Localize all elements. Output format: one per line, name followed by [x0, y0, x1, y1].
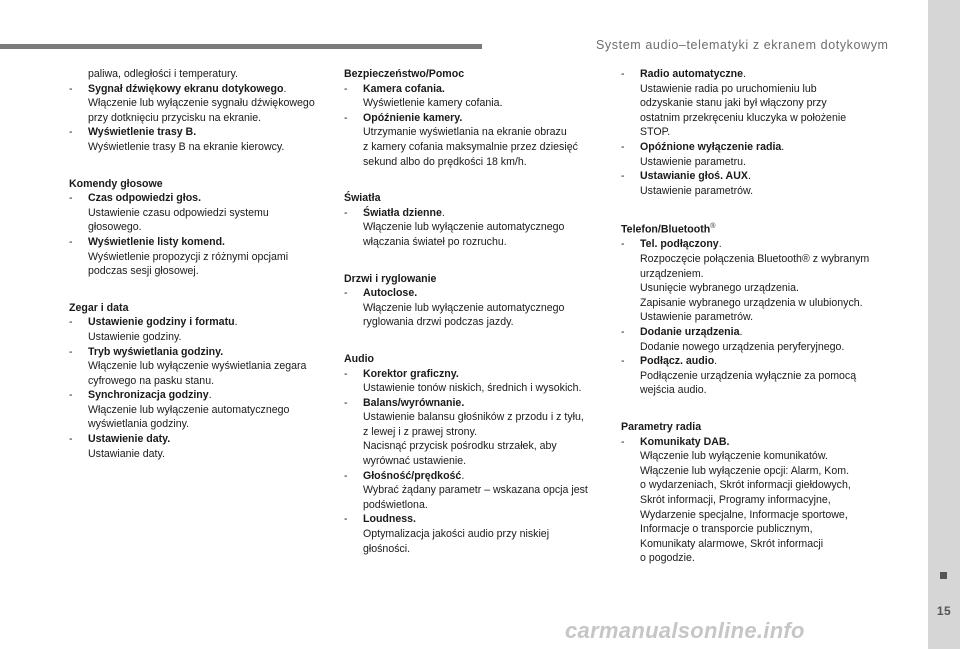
menu-option	[344, 396, 606, 469]
bullet-dash: -	[344, 111, 348, 124]
option-title: Korektor graficzny.	[363, 367, 459, 380]
option-heading	[363, 367, 606, 382]
option-heading	[88, 345, 324, 360]
option-heading	[363, 206, 606, 221]
option-heading	[88, 235, 324, 250]
option-description-line: Optymalizacja jakości audio przy niskiej	[363, 528, 550, 541]
option-heading	[640, 67, 891, 82]
section-heading	[344, 352, 606, 367]
section-title: Światła	[344, 192, 381, 205]
menu-option	[621, 435, 891, 566]
option-description-line: Ustawienie parametrów.	[640, 184, 754, 197]
bullet-dash: -	[69, 433, 73, 446]
menu-option	[621, 169, 891, 198]
page-number: 15	[936, 604, 952, 618]
option-description-line: Włączenie lub wyłączenie automatycznego	[363, 221, 565, 234]
option-description-line: odzyskanie stanu jaki był włączony przy	[640, 97, 827, 110]
option-title: Wyświetlenie trasy B.	[88, 126, 197, 139]
option-title: Kamera cofania.	[363, 82, 445, 95]
menu-option	[621, 140, 891, 169]
menu-option	[69, 191, 324, 235]
option-description-line: wyrównać ustawienie.	[363, 455, 467, 468]
option-description-line: cyfrowego na pasku stanu.	[88, 374, 215, 387]
menu-option	[69, 125, 324, 154]
option-description-line: z kamery cofania maksymalnie przez dziesięć	[363, 140, 578, 153]
option-heading	[363, 396, 606, 411]
section-heading	[69, 177, 324, 192]
bullet-dash: -	[69, 192, 73, 205]
option-description-line: Ustawienie radia po uruchomieniu lub	[640, 82, 817, 95]
option-title: Autoclose.	[363, 287, 418, 300]
option-description-line: Ustawienie tonów niskich, średnich i wysokich.	[363, 382, 582, 395]
menu-option	[69, 388, 324, 432]
option-heading	[88, 315, 324, 330]
option-suffix: .	[461, 469, 465, 482]
menu-option	[621, 67, 891, 140]
option-description-line: Rozpoczęcie połączenia Bluetooth® z wybranym	[640, 253, 870, 266]
section-title: Drzwi i ryglowanie	[344, 272, 437, 285]
section-marker-square	[940, 572, 947, 579]
continuation-line: paliwa, odległości i temperatury.	[88, 68, 238, 80]
option-description-line: sekund albo do prędkości 18 km/h.	[363, 155, 527, 168]
bullet-dash: -	[621, 140, 625, 153]
option-description-line: Wyświetlenie kamery cofania.	[363, 97, 503, 110]
option-description-line: Wydarzenie specjalne, Informacje sportowe,	[640, 508, 848, 521]
bullet-dash: -	[344, 469, 348, 482]
option-description-line: Nacisnąć przycisk pośrodku strzałek, aby	[363, 440, 557, 453]
settings-section	[69, 177, 324, 279]
option-description-line: urządzeniem.	[640, 267, 704, 280]
menu-option	[621, 325, 891, 354]
option-description-line: Informacje o transporcie publicznym,	[640, 523, 813, 536]
section-title: Bezpieczeństwo/Pomoc	[344, 68, 465, 80]
option-description-line: Włączenie lub wyłączenie wyświetlania zegara	[88, 360, 307, 373]
option-description-line: Zapisanie wybranego urządzenia w ulubionych.	[640, 296, 863, 309]
header-rule	[0, 44, 482, 49]
settings-section	[621, 220, 891, 398]
option-heading	[640, 325, 891, 340]
bullet-dash: -	[344, 396, 348, 409]
bullet-dash: -	[69, 389, 73, 402]
option-title: Ustawianie głoś. AUX	[640, 170, 748, 183]
section-title: Zegar i data	[69, 301, 129, 314]
option-description-line: o wydarzeniach, Skrót informacji giełdowych,	[640, 479, 851, 492]
menu-option	[621, 237, 891, 325]
option-description-line: ryglowania drzwi podczas jazdy.	[363, 316, 514, 329]
option-description-line: Włączenie lub wyłączenie opcji: Alarm, Kom.	[640, 464, 850, 477]
bullet-dash: -	[344, 513, 348, 526]
option-title: Głośność/prędkość	[363, 469, 462, 482]
option-title: Światła dzienne	[363, 206, 442, 219]
bullet-dash: -	[69, 345, 73, 358]
section-heading	[621, 420, 891, 435]
option-heading	[363, 82, 606, 97]
option-suffix: .	[714, 355, 718, 368]
continuation-text	[69, 67, 324, 82]
side-tab-strip	[928, 0, 960, 649]
option-heading	[640, 169, 891, 184]
bullet-dash: -	[621, 170, 625, 183]
option-description-line: Ustawienie parametru.	[640, 155, 746, 168]
option-heading	[88, 82, 324, 97]
bullet-dash: -	[621, 326, 625, 339]
option-heading	[88, 388, 324, 403]
option-description-line: podczas sesji głosowej.	[88, 265, 199, 278]
section-heading	[344, 67, 606, 82]
option-suffix: .	[441, 206, 445, 219]
settings-section	[344, 191, 606, 249]
menu-option	[344, 367, 606, 396]
option-suffix: .	[781, 140, 785, 153]
option-title: Synchronizacja godziny	[88, 389, 209, 402]
option-title: Wyświetlenie listy komend.	[88, 235, 225, 248]
option-heading	[363, 286, 606, 301]
option-heading	[363, 111, 606, 126]
option-heading	[88, 432, 324, 447]
option-description-line: Podłączenie urządzenia wyłącznie za pomocą	[640, 369, 857, 382]
option-suffix: .	[283, 82, 287, 95]
option-title: Podłącz. audio	[640, 355, 715, 368]
page-header-title: System audio–telematyki z ekranem dotykowym	[596, 38, 889, 52]
option-description-line: Włączenie lub wyłączenie sygnału dźwiękowego	[88, 97, 315, 110]
option-title: Opóźnienie kamery.	[363, 111, 463, 124]
menu-option	[344, 82, 606, 111]
watermark: carmanualsonline.info	[565, 618, 805, 643]
option-description-line: głosowego.	[88, 221, 142, 234]
menu-option	[344, 512, 606, 556]
option-description-line: Ustawienie parametrów.	[640, 311, 754, 324]
section-title: Komendy głosowe	[69, 177, 163, 190]
option-description-line: Włączenie lub wyłączenie automatycznego	[88, 403, 290, 416]
option-description-line: Komunikaty alarmowe, Skrót informacji	[640, 537, 824, 550]
option-heading	[640, 140, 891, 155]
option-description-line: wejścia audio.	[640, 384, 707, 397]
option-suffix: .	[747, 170, 751, 183]
text-column-3	[621, 67, 891, 588]
option-heading	[88, 125, 324, 140]
option-description-line: Ustawienie balansu głośników z przodu i z tyłu,	[363, 411, 584, 424]
option-description-line: o pogodzie.	[640, 552, 695, 565]
option-description-line: Ustawienie godziny.	[88, 330, 182, 343]
settings-section	[69, 301, 324, 462]
option-suffix: .	[718, 238, 722, 251]
settings-section	[621, 67, 891, 198]
bullet-dash: -	[621, 435, 625, 448]
option-description-line: Włączenie lub wyłączenie komunikatów.	[640, 450, 828, 463]
bullet-dash: -	[344, 367, 348, 380]
option-description-line: Wyświetlenie trasy B na ekranie kierowcy.	[88, 140, 285, 153]
option-description-line: przy dotknięciu przycisku na ekranie.	[88, 111, 262, 124]
section-title: Parametry radia	[621, 421, 702, 433]
option-title: Tryb wyświetlania godziny.	[88, 345, 224, 358]
option-description-line: Usunięcie wybranego urządzenia.	[640, 282, 799, 295]
option-title: Ustawienie daty.	[88, 433, 171, 446]
bullet-dash: -	[69, 316, 73, 329]
settings-section	[69, 82, 324, 155]
option-description-line: włączania świateł po rozruchu.	[363, 235, 507, 248]
option-heading	[363, 469, 606, 484]
option-title: Opóźnione wyłączenie radia	[640, 140, 782, 153]
bullet-dash: -	[69, 82, 73, 95]
option-suffix: .	[739, 326, 743, 339]
option-description-line: wyświetlania godziny.	[88, 418, 190, 431]
option-suffix: .	[743, 68, 746, 80]
bullet-dash: -	[69, 235, 73, 248]
option-description-line: Dodanie nowego urządzenia peryferyjnego.	[640, 340, 845, 353]
option-description-line: Ustawianie daty.	[88, 447, 165, 460]
menu-option	[344, 286, 606, 330]
option-description-line: Skrót informacji, Programy informacyjne,	[640, 493, 831, 506]
section-heading	[344, 272, 606, 287]
option-description-line: z lewej i z prawej strony.	[363, 425, 478, 438]
section-heading	[69, 301, 324, 316]
option-title: Czas odpowiedzi głos.	[88, 192, 202, 205]
menu-option	[621, 354, 891, 398]
option-suffix: .	[208, 389, 212, 402]
text-column-1	[69, 67, 324, 483]
option-description-line: Ustawienie czasu odpowiedzi systemu	[88, 206, 269, 219]
menu-option	[344, 111, 606, 169]
option-heading	[640, 435, 891, 450]
bullet-dash: -	[344, 206, 348, 219]
settings-section	[344, 352, 606, 556]
option-heading	[88, 191, 324, 206]
option-title: Radio automatyczne	[640, 68, 744, 80]
menu-option	[69, 82, 324, 126]
menu-option	[69, 315, 324, 344]
option-description-line: ostatnim przekręceniu kluczyka w położenie	[640, 111, 847, 124]
bullet-dash: -	[344, 82, 348, 95]
option-title: Dodanie urządzenia	[640, 326, 740, 339]
option-description-line: STOP.	[640, 126, 671, 139]
settings-section	[344, 67, 606, 169]
section-heading	[621, 220, 891, 237]
menu-option	[69, 345, 324, 389]
bullet-dash: -	[344, 287, 348, 300]
menu-option	[344, 206, 606, 250]
option-description-line: Wyświetlenie propozycji z różnymi opcjami	[88, 250, 289, 263]
option-description-line: podświetlona.	[363, 498, 428, 511]
section-title-sup: ®	[710, 223, 716, 231]
option-description-line: głośności.	[363, 542, 411, 555]
section-heading	[344, 191, 606, 206]
option-title: Sygnał dźwiękowy ekranu dotykowego	[88, 82, 284, 95]
option-description-line: Włączenie lub wyłączenie automatycznego	[363, 301, 565, 314]
bullet-dash: -	[69, 126, 73, 139]
menu-option	[69, 432, 324, 461]
section-title: Audio	[344, 352, 375, 365]
option-heading	[640, 354, 891, 369]
bullet-dash: -	[621, 355, 625, 368]
menu-option	[344, 469, 606, 513]
option-title: Tel. podłączony	[640, 238, 719, 251]
section-title: Telefon/Bluetooth	[621, 223, 711, 236]
settings-section	[344, 272, 606, 330]
option-heading	[363, 512, 606, 527]
option-title: Loudness.	[363, 513, 416, 526]
option-title: Ustawienie godziny i formatu	[88, 316, 235, 329]
option-description-line: Utrzymanie wyświetlania na ekranie obrazu	[363, 126, 567, 139]
option-title: Komunikaty DAB.	[640, 435, 730, 448]
option-title: Balans/wyrównanie.	[363, 396, 465, 409]
bullet-dash: -	[621, 68, 625, 80]
text-column-2	[344, 67, 606, 578]
bullet-dash: -	[621, 238, 625, 251]
option-description-line: Wybrać żądany parametr – wskazana opcja jest	[363, 484, 588, 497]
menu-option	[69, 235, 324, 279]
option-heading	[640, 237, 891, 252]
option-suffix: .	[234, 316, 238, 329]
settings-section	[621, 420, 891, 566]
